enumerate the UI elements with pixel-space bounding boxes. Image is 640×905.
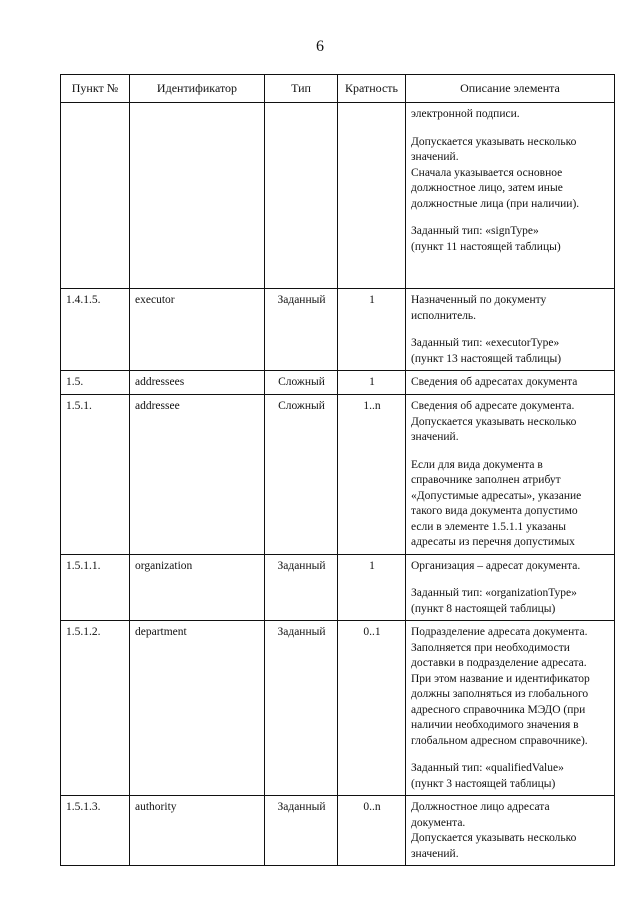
- type-cell: Заданный: [265, 554, 338, 621]
- table-row: [61, 371, 615, 395]
- description-cell: [406, 103, 615, 289]
- multiplicity-cell: 0..n: [338, 796, 406, 866]
- paragraph-gap: [411, 446, 610, 458]
- item-number-cell: 1.4.1.5.: [61, 289, 130, 371]
- type-cell: Сложный: [265, 395, 338, 555]
- description-cell: [406, 289, 615, 371]
- table-header-row: [61, 75, 615, 103]
- table-row: [61, 554, 615, 621]
- description-line: (пункт 3 настоящей таблицы): [411, 777, 556, 790]
- description-line: наличии необходимого значения в: [411, 719, 579, 731]
- page-number: 6: [316, 38, 324, 55]
- multiplicity-cell: 1..n: [338, 395, 406, 555]
- multiplicity-cell: 0..1: [338, 621, 406, 796]
- description-line: Заданный тип: «organizationType»: [411, 587, 577, 599]
- description-line: электронной подписи.: [411, 108, 520, 120]
- paragraph-gap: [411, 212, 610, 224]
- description-line: (пункт 13 настоящей таблицы): [411, 352, 562, 365]
- description-line: должностное лицо, затем иные: [411, 182, 563, 194]
- description-line: Если для вида документа в: [411, 458, 543, 471]
- type-cell: Сложный: [265, 371, 338, 395]
- description-line: должностные лица (при наличии).: [411, 197, 580, 210]
- identifier-cell: [130, 103, 265, 289]
- description-line: Заданный тип: «qualifiedValue»: [411, 762, 564, 774]
- identifier-cell: addressee: [130, 395, 265, 555]
- paragraph-gap: [411, 574, 610, 586]
- identifier-cell: authority: [130, 796, 265, 866]
- header-multiplicity: Кратность: [338, 75, 406, 103]
- description-line: Должностное лицо адресата: [411, 801, 550, 813]
- description-line: Организация – адресат документа.: [411, 559, 581, 572]
- type-cell: Заданный: [265, 621, 338, 796]
- description-line: (пункт 11 настоящей таблицы): [411, 240, 561, 253]
- description-line: Сведения об адресатах документа: [411, 376, 578, 388]
- description-line: значений.: [411, 151, 459, 163]
- header-identifier: Идентификатор: [130, 75, 265, 103]
- identifier-cell: organization: [130, 554, 265, 621]
- description-line: Заполняется при необходимости: [411, 641, 570, 654]
- table-row: [61, 796, 615, 866]
- identifier-cell: department: [130, 621, 265, 796]
- description-line: Допускается указывать несколько: [411, 135, 577, 148]
- description-line: Назначенный по документу: [411, 294, 547, 306]
- description-line: исполнитель.: [411, 309, 477, 322]
- paragraph-gap: [411, 123, 610, 135]
- description-line: справочнике заполнен атрибут: [411, 474, 561, 486]
- description-line: такого вида документа допустимо: [411, 505, 578, 517]
- item-number-cell: 1.5.: [61, 371, 130, 395]
- item-number-cell: 1.5.1.3.: [61, 796, 130, 866]
- identifier-cell: addressees: [130, 371, 265, 395]
- table-row: [61, 395, 615, 555]
- type-cell: Заданный: [265, 796, 338, 866]
- description-cell: [406, 621, 615, 796]
- description-line: При этом название и идентификатор: [411, 672, 590, 685]
- description-line: значений.: [411, 847, 459, 860]
- multiplicity-cell: [338, 103, 406, 289]
- type-cell: [265, 103, 338, 289]
- description-line: документа.: [411, 816, 466, 829]
- header-description: Описание элемента: [406, 75, 615, 103]
- description-line: Заданный тип: «executorType»: [411, 337, 560, 349]
- multiplicity-cell: 1: [338, 289, 406, 371]
- identifier-cell: executor: [130, 289, 265, 371]
- description-line: «Допустимые адресаты», указание: [411, 489, 582, 502]
- specification-table: [60, 74, 615, 866]
- item-number-cell: 1.5.1.2.: [61, 621, 130, 796]
- type-cell: Заданный: [265, 289, 338, 371]
- table-row: [61, 289, 615, 371]
- multiplicity-cell: 1: [338, 554, 406, 621]
- description-line: доставки в подразделение адресата.: [411, 657, 587, 669]
- item-number-cell: 1.5.1.1.: [61, 554, 130, 621]
- description-line: Допускается указывать несколько: [411, 415, 577, 428]
- description-cell: [406, 371, 615, 395]
- description-line: Сведения об адресате документа.: [411, 400, 575, 412]
- description-cell: [406, 395, 615, 555]
- description-line: если в элементе 1.5.1.1 указаны: [411, 520, 566, 533]
- description-line: глобальном адресном справочнике).: [411, 734, 588, 747]
- description-cell: [406, 796, 615, 866]
- description-line: должны заполняться из глобального: [411, 688, 589, 700]
- description-line: Подразделение адресата документа.: [411, 626, 588, 638]
- description-line: значений.: [411, 431, 459, 443]
- description-line: Допускается указывать несколько: [411, 832, 577, 844]
- item-number-cell: [61, 103, 130, 289]
- multiplicity-cell: 1: [338, 371, 406, 395]
- description-line: адресного справочника МЭДО (при: [411, 703, 586, 716]
- description-line: адресаты из перечня допустимых: [411, 536, 575, 548]
- paragraph-gap: [411, 324, 610, 336]
- table-row: [61, 103, 615, 289]
- description-line: Заданный тип: «signType»: [411, 225, 539, 237]
- item-number-cell: 1.5.1.: [61, 395, 130, 555]
- paragraph-gap: [411, 749, 610, 761]
- description-line: Сначала указывается основное: [411, 166, 563, 179]
- description-cell: [406, 554, 615, 621]
- description-line: (пункт 8 настоящей таблицы): [411, 602, 556, 615]
- header-item-number: Пункт №: [61, 75, 130, 103]
- header-type: Тип: [265, 75, 338, 103]
- table-row: [61, 621, 615, 796]
